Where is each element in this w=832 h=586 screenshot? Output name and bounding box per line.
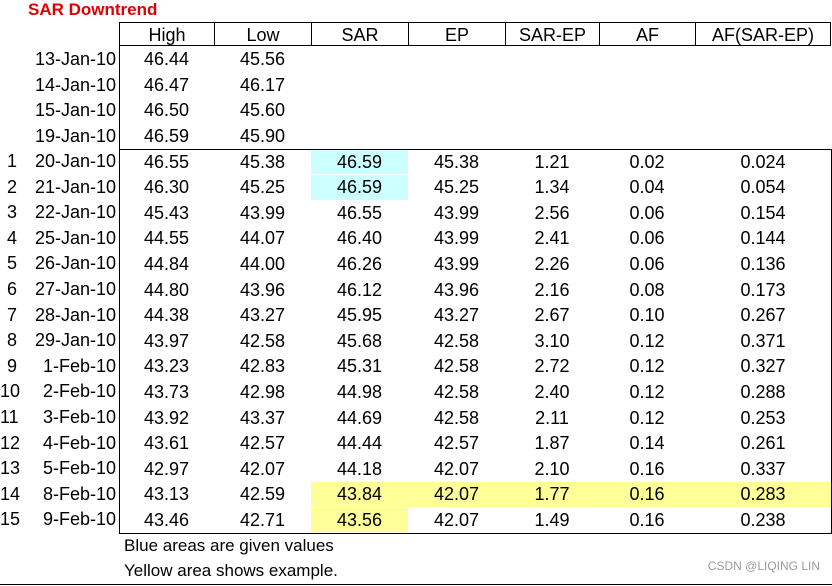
cell-af: 0.12 (629, 356, 665, 377)
cell-ep: 43.96 (433, 279, 480, 300)
cell-low: 43.27 (239, 305, 286, 326)
cell-af: 0.12 (629, 407, 665, 428)
cell-af-sar-ep: 0.144 (740, 228, 786, 249)
cell-af: 0.04 (629, 177, 665, 198)
header-high: High (119, 22, 214, 46)
row-date: 22-Jan-10 (34, 202, 116, 223)
cell-low: 46.17 (239, 74, 286, 95)
cell-low: 42.71 (239, 509, 286, 530)
cell-sar: 44.18 (336, 458, 383, 479)
cell-high: 43.13 (143, 484, 190, 505)
cell-af: 0.16 (629, 458, 665, 479)
cell-low: 45.56 (239, 49, 286, 69)
cell-high: 46.59 (143, 125, 190, 146)
cell-af: 0.14 (629, 433, 665, 454)
cell-af-sar-ep: 0.253 (740, 407, 786, 428)
cell-high: 43.23 (143, 356, 190, 377)
row-date: 5-Feb-10 (42, 458, 116, 479)
cell-af-sar-ep: 0.054 (740, 177, 786, 198)
cell-af-sar-ep: 0.337 (740, 458, 786, 479)
cell-sar: 45.68 (336, 330, 383, 351)
cell-sar-ep: 2.41 (534, 228, 570, 249)
row-date: 14-Jan-10 (34, 74, 116, 95)
row-date: 4-Feb-10 (42, 432, 116, 453)
cell-sar-ep: 1.21 (534, 151, 570, 172)
cell-af-sar-ep: 0.154 (740, 202, 786, 223)
cell-af: 0.06 (629, 253, 665, 274)
row-date: 28-Jan-10 (34, 304, 116, 325)
cell-af: 0.16 (629, 484, 665, 505)
cell-ep: 45.25 (433, 177, 480, 198)
cell-ep: 42.07 (433, 484, 480, 505)
cell-ep: 43.27 (433, 305, 480, 326)
row-date: 8-Feb-10 (42, 483, 116, 504)
header-low: Low (214, 22, 311, 46)
cell-high: 46.55 (143, 151, 190, 172)
row-number: 14 (0, 483, 21, 504)
cell-low: 44.07 (239, 228, 286, 249)
cell-sar: 46.26 (336, 253, 383, 274)
cell-low: 43.99 (239, 202, 286, 223)
row-date: 2-Feb-10 (42, 381, 116, 402)
grid-line-left (119, 22, 120, 533)
cell-sar-ep: 2.16 (534, 279, 570, 300)
cell-sar-ep: 2.67 (534, 305, 570, 326)
watermark: CSDN @LIQING LIN (707, 559, 820, 573)
cell-sar-ep: 1.49 (534, 509, 570, 530)
cell-sar: 46.59 (311, 175, 408, 200)
cell-sar: 46.12 (336, 279, 383, 300)
cell-high: 44.55 (143, 228, 190, 249)
cell-af-sar-ep: 0.238 (740, 509, 786, 530)
cell-sar: 44.44 (336, 433, 383, 454)
cell-sar-ep: 2.26 (534, 253, 570, 274)
cell-ep: 42.58 (433, 330, 480, 351)
grid-line (311, 22, 312, 46)
row-number: 12 (0, 432, 21, 453)
cell-sar-ep: 2.56 (534, 202, 570, 223)
row-date: 29-Jan-10 (34, 330, 116, 351)
cell-sar: 44.69 (336, 407, 383, 428)
cell-low: 44.00 (239, 253, 286, 274)
cell-high: 43.46 (143, 509, 190, 530)
cell-ep: 42.58 (433, 356, 480, 377)
cell-high: 46.44 (143, 49, 190, 69)
cell-sar: 43.84 (336, 484, 383, 505)
cell-af: 0.12 (629, 330, 665, 351)
grid-line-top (119, 149, 832, 150)
row-date: 27-Jan-10 (34, 279, 116, 299)
cell-sar: 45.95 (336, 305, 383, 326)
cell-high: 46.50 (143, 100, 190, 121)
cell-af: 0.16 (629, 509, 665, 530)
cell-af-sar-ep: 0.283 (740, 484, 786, 505)
row-number: 6 (6, 279, 17, 299)
cell-af: 0.10 (629, 305, 665, 326)
row-date: 21-Jan-10 (34, 176, 116, 197)
cell-low: 45.60 (239, 100, 286, 121)
cell-sar: 46.55 (336, 202, 383, 223)
cell-high: 43.73 (143, 381, 190, 402)
cell-low: 45.38 (239, 151, 286, 172)
row-number: 8 (6, 330, 17, 351)
header-ep: EP (408, 22, 505, 46)
row-number: 10 (0, 381, 21, 402)
row-date: 3-Feb-10 (42, 407, 116, 427)
cell-af: 0.06 (629, 202, 665, 223)
row-date: 26-Jan-10 (34, 253, 116, 274)
cell-af-sar-ep: 0.136 (740, 253, 786, 274)
row-number: 9 (6, 355, 17, 376)
cell-high: 44.38 (143, 305, 190, 326)
row-date: 20-Jan-10 (34, 151, 116, 171)
cell-sar: 45.31 (336, 356, 383, 377)
cell-low: 45.90 (239, 125, 286, 146)
sheet-title: SAR Downtrend (28, 0, 158, 19)
cell-low: 43.37 (239, 407, 286, 428)
cell-low: 42.57 (239, 433, 286, 454)
cell-af-sar-ep: 0.371 (740, 330, 786, 351)
row-date: 25-Jan-10 (34, 227, 116, 248)
cell-high: 44.80 (143, 279, 190, 300)
cell-af: 0.08 (629, 279, 665, 300)
cell-ep: 43.99 (433, 228, 480, 249)
cell-ep: 42.07 (433, 509, 480, 530)
row-number: 1 (6, 151, 17, 171)
cell-ep: 42.57 (433, 433, 480, 454)
cell-af-sar-ep: 0.173 (740, 279, 786, 300)
cell-af-sar-ep: 0.288 (740, 381, 786, 402)
grid-line-bottom (119, 533, 832, 534)
page-bottom-line (0, 584, 832, 585)
header-af-sar-ep: AF(SAR-EP) (695, 22, 831, 46)
cell-high: 43.61 (143, 433, 190, 454)
cell-sar-ep: 3.10 (534, 330, 570, 351)
cell-sar: 46.40 (336, 228, 383, 249)
cell-low: 42.98 (239, 381, 286, 402)
cell-sar-ep: 2.72 (534, 356, 570, 377)
cell-sar-ep: 2.11 (535, 407, 569, 428)
cell-high: 43.97 (143, 330, 190, 351)
cell-sar: 44.98 (336, 381, 383, 402)
cell-af: 0.12 (629, 381, 665, 402)
cell-af-sar-ep: 0.327 (740, 356, 786, 377)
cell-ep: 43.99 (433, 253, 480, 274)
row-date: 9-Feb-10 (42, 509, 116, 530)
row-number: 3 (6, 202, 17, 223)
header-sar: SAR (311, 22, 408, 46)
cell-ep: 42.58 (433, 407, 480, 428)
cell-low: 42.07 (239, 458, 286, 479)
row-number: 5 (6, 253, 17, 274)
cell-high: 46.47 (143, 74, 190, 95)
cell-high: 42.97 (143, 458, 190, 479)
cell-sar-ep: 1.87 (534, 433, 570, 454)
cell-sar-ep: 2.10 (534, 458, 570, 479)
cell-sar-ep: 1.34 (534, 177, 570, 198)
row-date: 19-Jan-10 (34, 125, 116, 146)
row-number: 13 (0, 458, 21, 479)
cell-af: 0.02 (629, 151, 665, 172)
cell-ep: 42.58 (433, 381, 480, 402)
cell-sar: 46.59 (311, 150, 408, 175)
header-af: AF (599, 22, 695, 46)
cell-af: 0.06 (629, 228, 665, 249)
header-sar-ep: SAR-EP (505, 22, 599, 46)
row-number: 2 (6, 176, 17, 197)
row-number: 11 (0, 407, 19, 427)
cell-sar-ep: 2.40 (534, 381, 570, 402)
cell-low: 42.58 (239, 330, 286, 351)
row-number: 4 (6, 227, 17, 248)
cell-af-sar-ep: 0.024 (740, 151, 786, 172)
cell-high: 44.84 (143, 253, 190, 274)
cell-low: 42.59 (239, 484, 286, 505)
row-date: 13-Jan-10 (34, 49, 116, 69)
cell-sar: 43.56 (311, 508, 408, 533)
cell-sar-ep: 1.77 (534, 484, 570, 505)
cell-high: 45.43 (143, 202, 190, 223)
cell-low: 43.96 (239, 279, 286, 300)
row-number: 15 (0, 509, 21, 530)
cell-high: 43.92 (143, 407, 190, 428)
cell-ep: 42.07 (433, 458, 480, 479)
row-date: 15-Jan-10 (34, 100, 116, 121)
cell-ep: 45.38 (433, 151, 480, 172)
note-yellow: Yellow area shows example. (124, 561, 338, 580)
cell-high: 46.30 (143, 177, 190, 198)
cell-low: 45.25 (239, 177, 286, 198)
cell-af-sar-ep: 0.261 (740, 433, 786, 454)
cell-ep: 43.99 (433, 202, 480, 223)
note-blue: Blue areas are given values (124, 536, 334, 555)
row-date: 1-Feb-10 (42, 355, 116, 376)
cell-low: 42.83 (239, 356, 286, 377)
row-number: 7 (6, 304, 17, 325)
cell-af-sar-ep: 0.267 (740, 305, 786, 326)
